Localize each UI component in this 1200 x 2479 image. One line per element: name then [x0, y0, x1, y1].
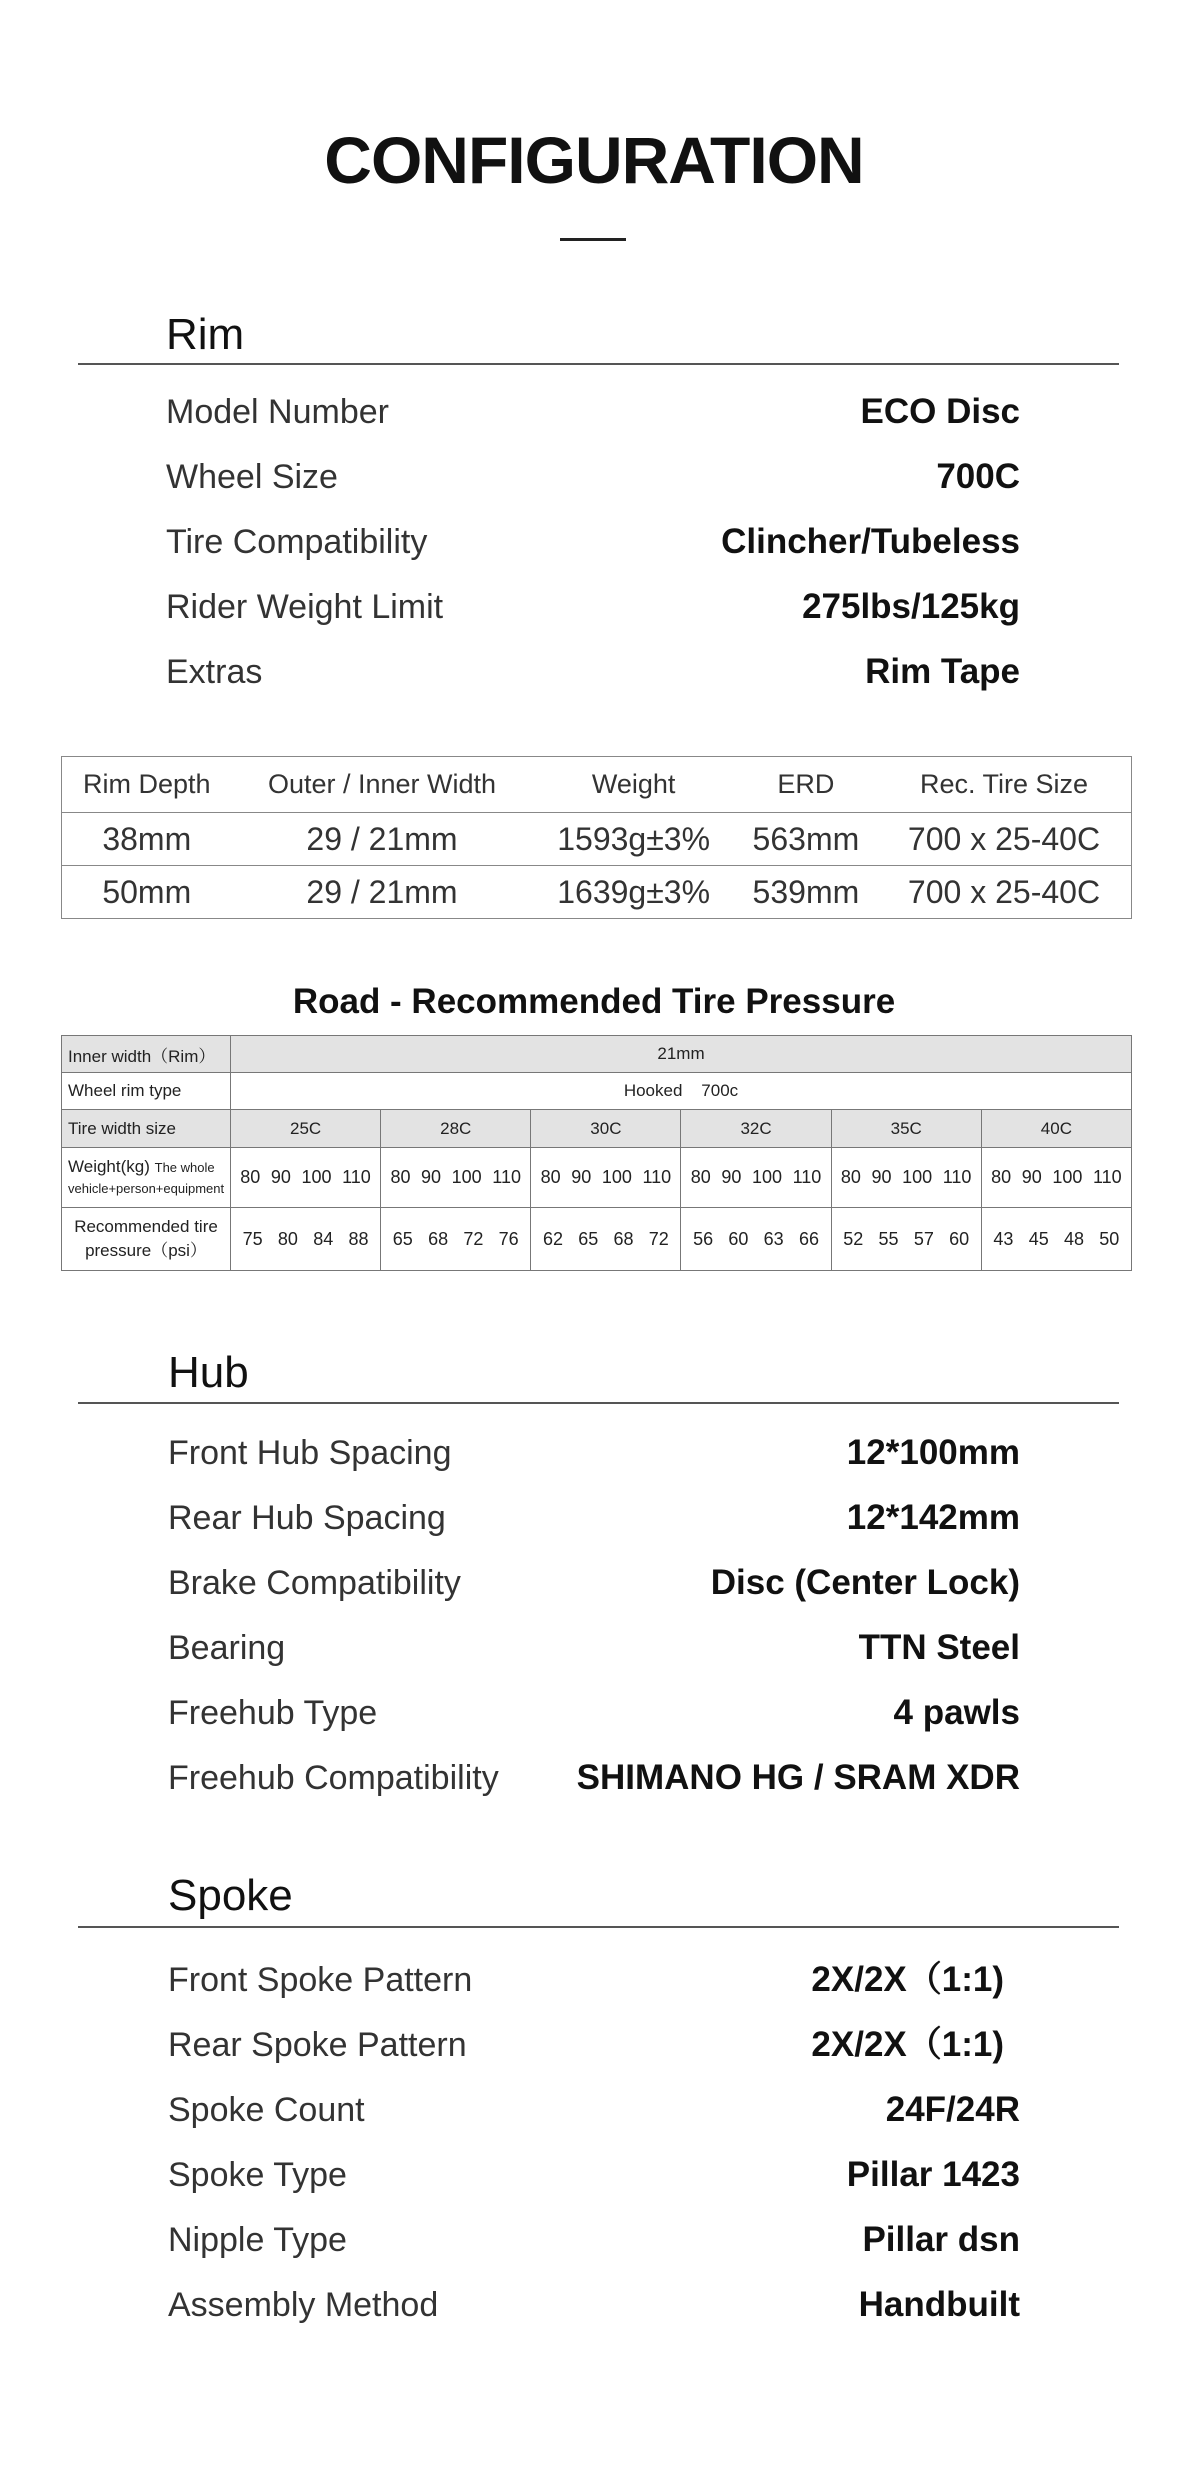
- table-value: 80: [390, 1167, 411, 1187]
- table-cell: [981, 1148, 1131, 1208]
- table-value: 100: [451, 1167, 482, 1187]
- table-value: 56: [693, 1228, 714, 1249]
- table-value: 66: [798, 1228, 819, 1249]
- table-row: [62, 813, 1132, 866]
- spec-label: Front Hub Spacing: [168, 1434, 452, 1472]
- title-divider: [560, 238, 626, 241]
- spec-value: 24F/24R: [885, 2090, 1020, 2129]
- column-header: Outer / Inner Width: [232, 757, 533, 813]
- row-label: Tire width size: [62, 1110, 231, 1148]
- weight-note: The whole: [154, 1159, 215, 1175]
- spoke-spec-row: [0, 2213, 1200, 2267]
- spec-label: Spoke Count: [168, 2091, 365, 2129]
- pressure-table-title: Road - Recommended Tire Pressure: [292, 982, 896, 1021]
- spec-value: ECO Disc: [860, 392, 1020, 431]
- table-value: 76: [498, 1228, 519, 1249]
- table-cell: 700 x 25-40C: [877, 813, 1132, 866]
- table-cell: 21mm: [231, 1036, 1132, 1073]
- hub-divider: [78, 1402, 1119, 1404]
- spec-value: 12*142mm: [846, 1498, 1020, 1537]
- spec-label: Rear Spoke Pattern: [168, 2026, 467, 2064]
- table-cell: [231, 1148, 381, 1208]
- table-cell: [831, 1148, 981, 1208]
- row-label: [62, 1208, 231, 1271]
- spoke-spec-row: [0, 2083, 1200, 2137]
- spec-label: Tire Compatibility: [166, 523, 428, 561]
- spec-value: Pillar 1423: [846, 2155, 1020, 2194]
- table-cell: 1593g±3%: [532, 813, 734, 866]
- table-cell: 30C: [531, 1110, 681, 1148]
- spec-value: SHIMANO HG / SRAM XDR: [576, 1758, 1020, 1797]
- table-cell: 50mm: [102, 873, 192, 910]
- spec-value: 4 pawls: [893, 1693, 1020, 1732]
- table-value: 45: [1028, 1228, 1049, 1249]
- table-value: 100: [751, 1167, 783, 1187]
- table-cell: 539mm: [752, 873, 860, 910]
- rim-spec-row: [0, 515, 1200, 569]
- spec-label: Wheel Size: [166, 458, 338, 496]
- table-value: 65: [578, 1228, 599, 1249]
- spec-value: 700C: [936, 457, 1020, 496]
- table-row: [62, 866, 1132, 919]
- table-value: 100: [1052, 1167, 1083, 1187]
- spec-label: Freehub Type: [168, 1694, 378, 1732]
- table-row: [62, 1208, 1132, 1271]
- spec-label: Rear Hub Spacing: [168, 1499, 446, 1537]
- table-value: 90: [1021, 1167, 1042, 1187]
- table-value: 72: [648, 1228, 669, 1249]
- table-cell: [531, 1148, 681, 1208]
- spec-label: Front Spoke Pattern: [168, 1961, 473, 1999]
- table-value: 65: [392, 1228, 413, 1249]
- table-value: 110: [342, 1167, 371, 1187]
- table-cell: 28C: [381, 1110, 531, 1148]
- table-value: 60: [728, 1228, 749, 1249]
- table-value: 80: [690, 1167, 711, 1187]
- table-cell: 700 x 25-40C: [907, 873, 1101, 910]
- pressure-label: Recommended tire: [74, 1217, 218, 1236]
- table-cell: [681, 1148, 831, 1208]
- rim-spec-row: [0, 385, 1200, 439]
- weight-note: vehicle+person+equipment: [68, 1180, 225, 1196]
- spec-value: 275lbs/125kg: [802, 587, 1020, 626]
- table-value: 90: [421, 1167, 442, 1187]
- spec-label: Assembly Method: [168, 2286, 439, 2324]
- spec-label: Extras: [166, 653, 263, 691]
- table-value: 43: [993, 1228, 1014, 1249]
- table-value: 80: [277, 1228, 298, 1249]
- table-cell: [381, 1148, 531, 1208]
- table-value: 52: [843, 1228, 864, 1249]
- table-row: [62, 1148, 1132, 1208]
- table-value: 50: [1099, 1228, 1120, 1249]
- table-cell: [231, 1208, 381, 1271]
- column-header: ERD: [735, 757, 877, 813]
- table-value: 100: [301, 1167, 332, 1187]
- rim-heading: Rim: [166, 310, 245, 359]
- spec-value: Clincher/Tubeless: [721, 522, 1020, 561]
- spec-value: 2X/2X（1:1): [811, 2025, 1004, 2064]
- rim-divider: [78, 363, 1119, 365]
- spec-value: 2X/2X（1:1): [811, 1960, 1004, 1999]
- column-header: Rec. Tire Size: [877, 757, 1132, 813]
- spec-value: Rim Tape: [865, 652, 1020, 691]
- rim-spec-row: [0, 450, 1200, 504]
- hub-spec-row: [0, 1686, 1200, 1740]
- spec-label: Bearing: [168, 1629, 286, 1667]
- table-value: 110: [642, 1167, 672, 1187]
- table-value: 63: [763, 1228, 784, 1249]
- spoke-spec-row: [0, 2148, 1200, 2202]
- page-title: CONFIGURATION: [324, 123, 864, 197]
- table-value: 90: [571, 1167, 592, 1187]
- spoke-spec-row: [0, 2018, 1200, 2072]
- table-cell: [831, 1208, 981, 1271]
- table-cell: 563mm: [735, 813, 877, 866]
- table-value: 110: [492, 1167, 521, 1187]
- table-cell: 1639g±3%: [557, 873, 711, 910]
- hub-spec-row: [0, 1621, 1200, 1675]
- spec-label: Spoke Type: [168, 2156, 347, 2194]
- spec-value: TTN Steel: [858, 1628, 1020, 1667]
- spec-value: Handbuilt: [858, 2285, 1020, 2324]
- rim-spec-row: [0, 645, 1200, 699]
- hub-spec-row: [0, 1491, 1200, 1545]
- hub-heading: Hub: [168, 1348, 249, 1397]
- column-header: Weight: [532, 757, 734, 813]
- table-value: 90: [721, 1167, 742, 1187]
- spec-label: Nipple Type: [168, 2221, 347, 2259]
- table-cell: 29 / 21mm: [306, 873, 458, 910]
- table-cell: 29 / 21mm: [232, 813, 533, 866]
- spec-label: Model Number: [166, 393, 389, 431]
- table-value: 80: [840, 1167, 861, 1187]
- spec-label: Freehub Compatibility: [168, 1759, 499, 1797]
- hub-spec-row: [0, 1426, 1200, 1480]
- table-cell: [381, 1208, 531, 1271]
- spec-value: Disc (Center Lock): [710, 1563, 1020, 1602]
- table-cell: [981, 1208, 1131, 1271]
- table-value: 68: [613, 1228, 634, 1249]
- table-value: 110: [1092, 1167, 1122, 1187]
- spec-label: Brake Compatibility: [168, 1564, 461, 1602]
- rim-spec-row: [0, 580, 1200, 634]
- table-value: 80: [540, 1167, 561, 1187]
- spoke-spec-row: [0, 2278, 1200, 2332]
- table-cell: 40C: [981, 1110, 1131, 1148]
- table-cell: 32C: [681, 1110, 831, 1148]
- table-value: 100: [902, 1167, 933, 1187]
- spec-value: Pillar dsn: [862, 2220, 1020, 2259]
- table-value: 110: [942, 1167, 972, 1187]
- table-row: [62, 1073, 1132, 1110]
- table-value: 75: [242, 1228, 263, 1249]
- spec-value: 12*100mm: [846, 1433, 1020, 1472]
- row-label: Wheel rim type: [62, 1073, 231, 1110]
- table-value: 90: [270, 1167, 291, 1187]
- row-label: [62, 1148, 231, 1208]
- row-label: Inner width（Rim）: [62, 1036, 231, 1073]
- table-value: 84: [313, 1228, 334, 1249]
- weight-label: Weight(kg): [68, 1156, 150, 1176]
- spoke-spec-row: [0, 1953, 1200, 2007]
- table-cell: 35C: [831, 1110, 981, 1148]
- table-cell: 25C: [231, 1110, 381, 1148]
- table-value: 110: [792, 1167, 822, 1187]
- rim-dimensions-table: [61, 756, 1132, 919]
- table-cell: Hooked 700c: [231, 1073, 1132, 1110]
- tire-pressure-table: [61, 1035, 1132, 1271]
- table-value: 68: [428, 1228, 449, 1249]
- table-value: 48: [1064, 1228, 1085, 1249]
- table-value: 57: [913, 1228, 934, 1249]
- hub-spec-row: [0, 1556, 1200, 1610]
- spec-label: Rider Weight Limit: [166, 588, 444, 626]
- table-value: 72: [463, 1228, 484, 1249]
- table-value: 80: [240, 1167, 261, 1187]
- table-value: 80: [991, 1167, 1012, 1187]
- table-value: 88: [348, 1228, 369, 1249]
- hub-spec-row: [0, 1751, 1200, 1805]
- table-cell: 38mm: [62, 813, 232, 866]
- table-value: 62: [542, 1228, 563, 1249]
- table-value: 100: [601, 1167, 632, 1187]
- spoke-divider: [78, 1926, 1119, 1928]
- table-row: [62, 1110, 1132, 1148]
- table-row: [62, 1036, 1132, 1073]
- table-value: 90: [871, 1167, 892, 1187]
- table-value: 60: [949, 1228, 970, 1249]
- pressure-label: pressure（psi）: [85, 1241, 207, 1260]
- table-value: 55: [878, 1228, 899, 1249]
- spoke-heading: Spoke: [168, 1871, 293, 1920]
- table-cell: [681, 1208, 831, 1271]
- table-header-row: [62, 757, 1132, 813]
- table-cell: [531, 1208, 681, 1271]
- column-header: Rim Depth: [62, 757, 232, 813]
